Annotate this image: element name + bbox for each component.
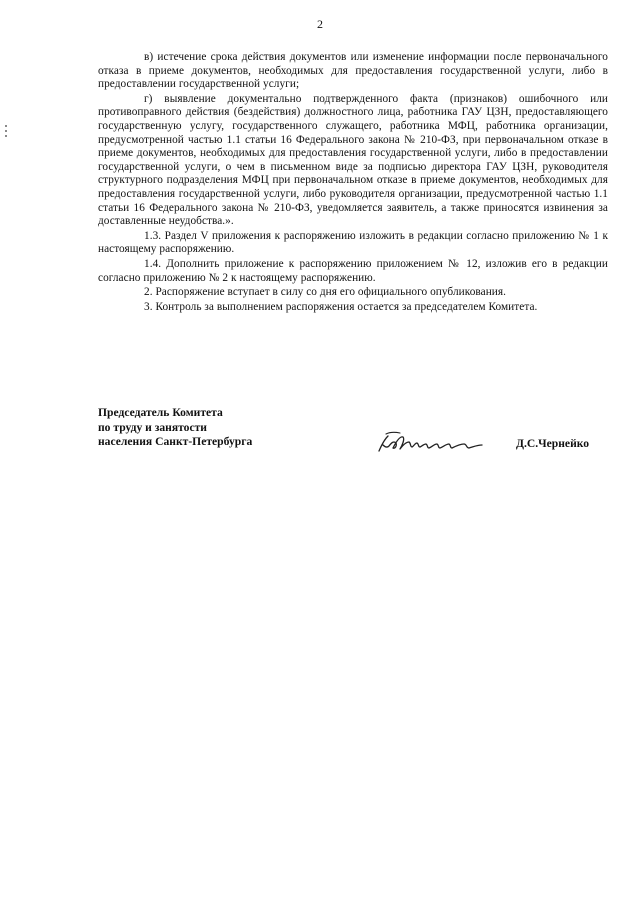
document-body: [98, 51, 608, 314]
paragraph-item-v: в) истечение срока действия документов или изменение информации после первоначального отказа в приеме документов, необходимых для предоставления государственной услуги, либо в предоставлении государственной услуги;: [98, 51, 608, 91]
signatory-title-line: Председатель Комитета: [98, 406, 223, 419]
signer-name: Д.С.Чернейко: [516, 437, 590, 450]
scan-dot: [5, 135, 7, 137]
scan-dot: [5, 125, 7, 127]
paragraph-3: 3. Контроль за выполнением распоряжения остается за председателем Комитета.: [144, 300, 538, 313]
paragraph-2: 2. Распоряжение вступает в силу со дня его официального опубликования.: [144, 286, 507, 299]
paragraph-1-3: 1.3. Раздел V приложения к распоряжению изложить в редакции согласно приложению № 1 к настоящему распоряжению.: [98, 229, 608, 256]
paragraph-item-g: г) выявление документально подтвержденного факта (признаков) ошибочного или противоправного действия (бездействия) должностного лица, работника ГАУ ЦЗН, предоставляющего государственную услугу, государственного служащего, работника МФЦ, работника организации, предусмотренной частью 1.1 статьи 16 Федерального закона № 210-ФЗ, при первоначальном отказе в приеме документов, необходимых для предоставления государственной услуги, либо в предоставлении государственной услуги, о чем в письменном виде за подписью директора ГАУ ЦЗН, руководителя структурного подразделения МФЦ при первоначальном отказе в приеме документов, необходимых для предоставления государственной услуги, либо руководителя организации, предусмотренной частью 1.1 статьи 16 Федерального закона № 210-ФЗ, уведомляется заявитель, а также приносятся извинения за доставленные неудобства.».: [98, 92, 608, 228]
page-number: 2: [317, 17, 323, 31]
signatory-title: [98, 406, 252, 450]
scan-dot: [5, 130, 7, 132]
signatory-title-line: населения Санкт-Петербурга: [98, 435, 253, 449]
signatory-title-line: по труду и занятости: [98, 420, 207, 434]
scan-edge-marks: [5, 122, 9, 142]
paragraph-1-4: 1.4. Дополнить приложение к распоряжению приложением № 12, изложив его в редакции согласно приложению № 2 к настоящему распоряжению.: [98, 257, 608, 284]
handwritten-signature: [376, 430, 492, 456]
